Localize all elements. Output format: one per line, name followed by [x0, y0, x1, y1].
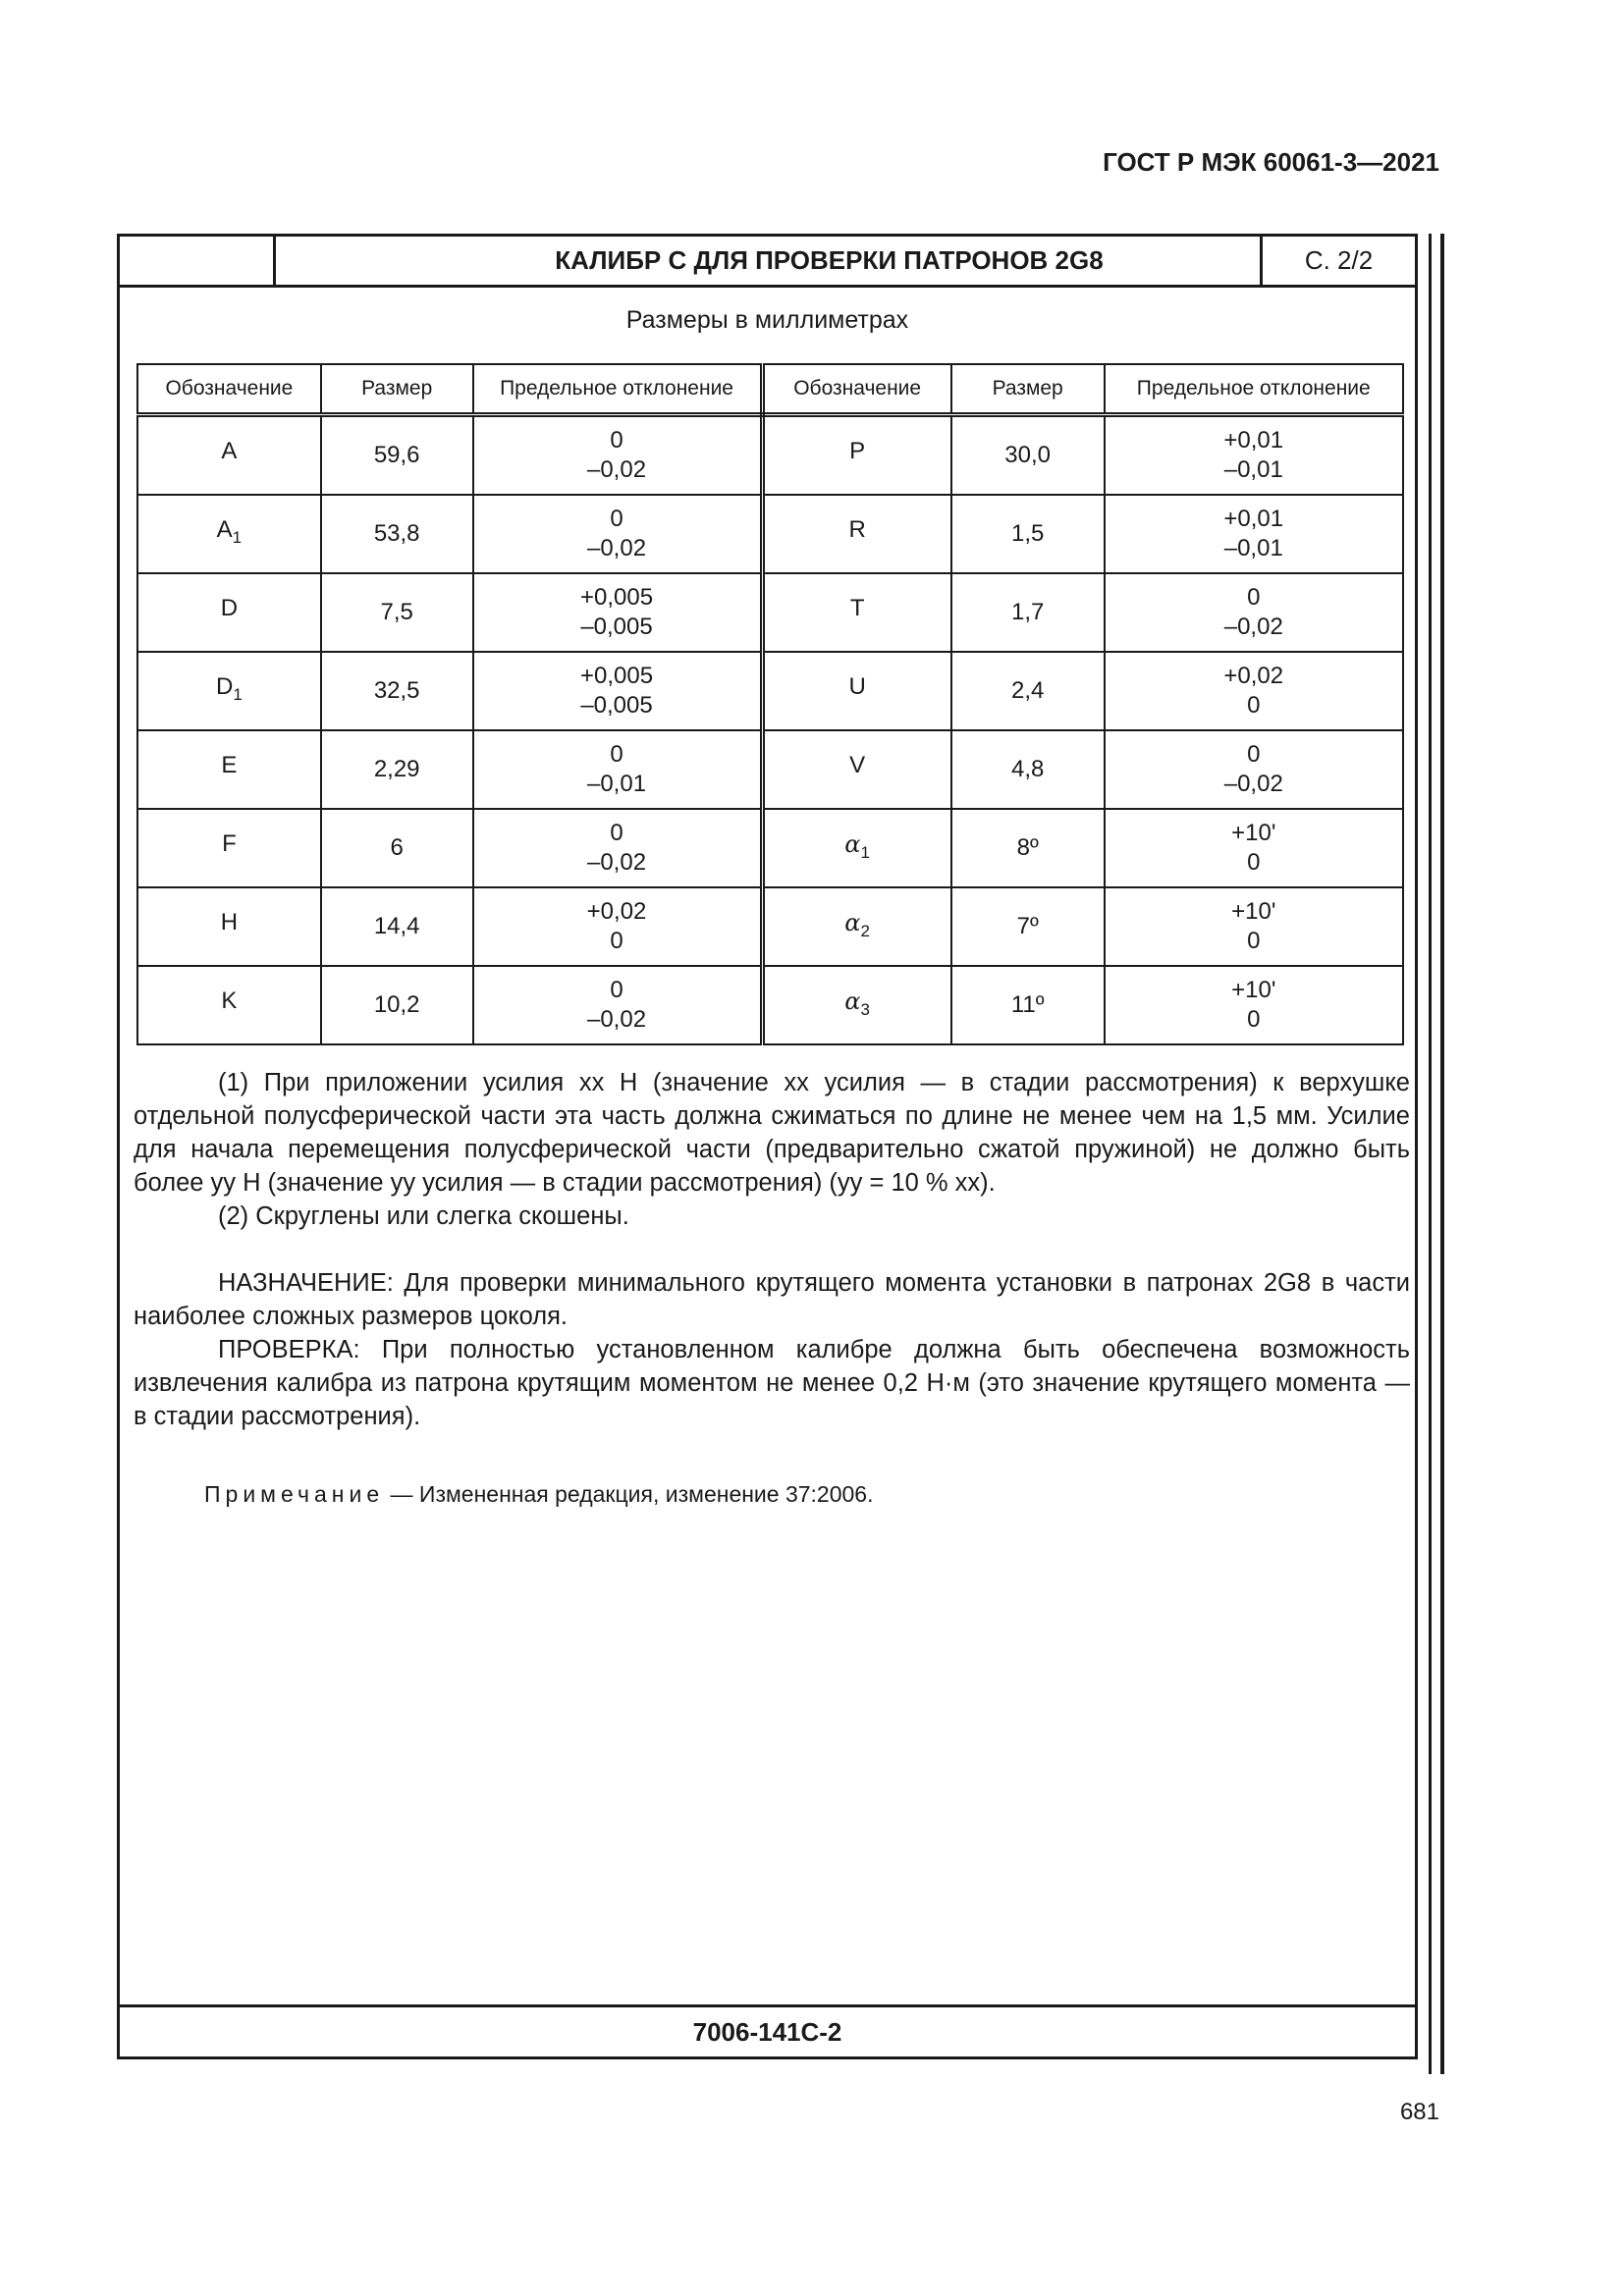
table-row: [137, 966, 1403, 1044]
designation: V: [849, 752, 866, 778]
tolerance-cell: [473, 809, 762, 887]
designation-cell: [762, 573, 951, 652]
tolerance-upper: 0: [1247, 584, 1261, 611]
header-empty-cell: [120, 237, 276, 285]
tolerance-lower: 0: [1247, 1006, 1261, 1033]
sheet-header: [120, 237, 1415, 288]
drawing-sheet-frame: [117, 234, 1418, 2059]
designation-cell: [137, 966, 321, 1044]
tolerance-lower: –0,01: [586, 771, 647, 797]
size-cell: 6: [321, 809, 473, 887]
tolerance-cell: [473, 495, 762, 573]
size-cell: 14,4: [321, 887, 473, 966]
tolerance-cell: [1105, 809, 1403, 887]
table-row: [137, 573, 1403, 652]
table-row: [137, 652, 1403, 730]
tolerance-upper: 0: [1247, 741, 1261, 768]
designation-cell: [762, 809, 951, 887]
designation-subscript: 1: [233, 685, 243, 704]
size-cell: 1,7: [951, 573, 1105, 652]
size-cell: 11º: [951, 966, 1105, 1044]
designation: A: [221, 438, 238, 464]
tolerance-lower: 0: [610, 928, 623, 954]
check-text: ПРОВЕРКА: При полностью установленном калибре должна быть обеспечена возможность извлечения калибра из патрона крутящим моментом не менее 0,2 Н·м (это значение крутящего момента — в стадии рассмотрения).: [134, 1336, 1410, 1430]
designation: U: [848, 673, 866, 700]
frame-margin-line: [1440, 234, 1444, 2074]
tolerance-cell: [473, 652, 762, 730]
sheet-code: 7006-141C-2: [120, 2004, 1415, 2056]
size-cell: 30,0: [951, 415, 1105, 496]
tolerance-cell: [473, 415, 762, 496]
designation: A: [216, 516, 233, 543]
tolerance-lower: –0,02: [1223, 614, 1283, 640]
size-cell: 4,8: [951, 730, 1105, 809]
purpose-text: НАЗНАЧЕНИЕ: Для проверки минимального крутящего момента установки в патронах 2G8 в части наиболее сложных размеров цоколя.: [134, 1269, 1410, 1330]
designation-cell: [137, 887, 321, 966]
designation-cell: [137, 730, 321, 809]
tolerance-lower: 0: [1247, 928, 1261, 954]
size-cell: 2,29: [321, 730, 473, 809]
size-cell: 8º: [951, 809, 1105, 887]
tolerance-upper: 0: [610, 820, 623, 846]
tolerance-upper: 0: [610, 977, 623, 1003]
designation-subscript: 2: [860, 921, 870, 940]
designation-cell: [137, 415, 321, 496]
designation-cell: [762, 887, 951, 966]
size-cell: 59,6: [321, 415, 473, 496]
column-header: Предельное отклонение: [473, 364, 762, 415]
designation-cell: [762, 415, 951, 496]
tolerance-cell: [473, 887, 762, 966]
designation-cell: [137, 809, 321, 887]
designation: K: [221, 988, 238, 1014]
frame-margin-line: [1429, 234, 1432, 2074]
designation-subscript: 1: [860, 842, 870, 862]
tolerance-lower: –0,01: [1223, 456, 1283, 483]
table-row: [137, 730, 1403, 809]
size-cell: 1,5: [951, 495, 1105, 573]
tolerance-cell: [1105, 415, 1403, 496]
size-cell: 7,5: [321, 573, 473, 652]
designation: H: [220, 909, 239, 935]
column-header: Размер: [321, 364, 473, 415]
tolerance-cell: [1105, 966, 1403, 1044]
tolerance-cell: [1105, 573, 1403, 652]
note-1: (1) При приложении усилия хх Н (значение хх усилия — в стадии рассмотрения) к верхушке отдельной полусферической части эта часть должна сжиматься по длине не менее чем на 1,5 мм. Усилие для начала перемещения полусферической части (предварительно сжатой пружиной) не должно быть более уу Н (значение уу усилия — в стадии рассмотрения) (уу = 10 % хх).: [134, 1069, 1410, 1197]
tolerance-lower: 0: [1247, 692, 1261, 719]
designation: α: [844, 987, 861, 1015]
remark: [204, 1481, 874, 1508]
size-cell: 32,5: [321, 652, 473, 730]
tolerance-lower: –0,02: [586, 849, 647, 876]
designation-cell: [762, 495, 951, 573]
sheet-page: С. 2/2: [1260, 237, 1415, 285]
size-cell: 2,4: [951, 652, 1105, 730]
designation: T: [849, 595, 865, 621]
designation: D: [216, 673, 234, 700]
tolerance-cell: [473, 730, 762, 809]
tolerance-upper: 0: [610, 741, 623, 768]
size-cell: 53,8: [321, 495, 473, 573]
size-cell: 7º: [951, 887, 1105, 966]
column-header: Обозначение: [762, 364, 951, 415]
table-row: [137, 495, 1403, 573]
tolerance-upper: +0,01: [1223, 427, 1284, 454]
designation-cell: [762, 966, 951, 1044]
tolerance-cell: [1105, 652, 1403, 730]
page-number: 681: [1399, 2099, 1439, 2125]
designation-cell: [762, 730, 951, 809]
tolerance-upper: 0: [610, 427, 623, 454]
tolerance-upper: +0,005: [579, 663, 654, 689]
designation-cell: [762, 652, 951, 730]
tolerance-upper: +0,02: [586, 898, 647, 925]
designation: E: [221, 752, 238, 778]
tolerance-lower: –0,005: [580, 692, 653, 719]
tolerance-lower: –0,005: [580, 614, 653, 640]
note-2: (2) Скруглены или слегка скошены.: [218, 1202, 629, 1230]
tolerance-lower: –0,01: [1223, 535, 1283, 561]
tolerance-lower: –0,02: [1223, 771, 1283, 797]
column-header: Предельное отклонение: [1105, 364, 1403, 415]
designation: P: [849, 438, 866, 464]
remark-label: Примечание: [204, 1481, 385, 1507]
designation-subscript: 1: [232, 528, 243, 547]
tolerance-cell: [1105, 730, 1403, 809]
designation-cell: [137, 495, 321, 573]
tolerance-lower: –0,02: [586, 535, 647, 561]
remark-text: — Измененная редакция, изменение 37:2006.: [384, 1481, 874, 1507]
designation-subscript: 3: [860, 999, 870, 1019]
tolerance-cell: [473, 573, 762, 652]
table-row: [137, 415, 1403, 496]
tolerance-cell: [473, 966, 762, 1044]
tolerance-cell: [1105, 495, 1403, 573]
table-header-row: [137, 364, 1403, 415]
table-row: [137, 887, 1403, 966]
tolerance-cell: [1105, 887, 1403, 966]
tolerance-upper: +0,005: [579, 584, 654, 611]
tolerance-upper: +10': [1231, 977, 1276, 1003]
tolerance-upper: +0,01: [1223, 506, 1284, 532]
designation-cell: [137, 652, 321, 730]
tolerance-lower: –0,02: [586, 1006, 647, 1033]
designation: F: [222, 830, 237, 857]
designation: α: [844, 908, 861, 936]
designation: D: [220, 595, 239, 621]
tolerance-lower: 0: [1247, 849, 1261, 876]
units-caption: Размеры в миллиметрах: [625, 306, 909, 334]
designation-cell: [137, 573, 321, 652]
notes-block: [134, 1066, 1410, 1433]
size-cell: 10,2: [321, 966, 473, 1044]
standard-number: ГОСТ Р МЭК 60061-3—2021: [1103, 147, 1439, 177]
tolerance-upper: +10': [1231, 898, 1276, 925]
designation: R: [848, 516, 866, 543]
tolerance-upper: 0: [610, 506, 623, 532]
tolerance-upper: +0,02: [1223, 663, 1284, 689]
table-row: [137, 809, 1403, 887]
tolerance-upper: +10': [1231, 820, 1276, 846]
column-header: Размер: [951, 364, 1105, 415]
column-header: Обозначение: [137, 364, 321, 415]
sheet-title: КАЛИБР С ДЛЯ ПРОВЕРКИ ПАТРОНОВ 2G8: [555, 245, 1104, 275]
tolerance-lower: –0,02: [586, 456, 647, 483]
dimensions-table: [136, 363, 1404, 1045]
designation: α: [844, 829, 861, 858]
